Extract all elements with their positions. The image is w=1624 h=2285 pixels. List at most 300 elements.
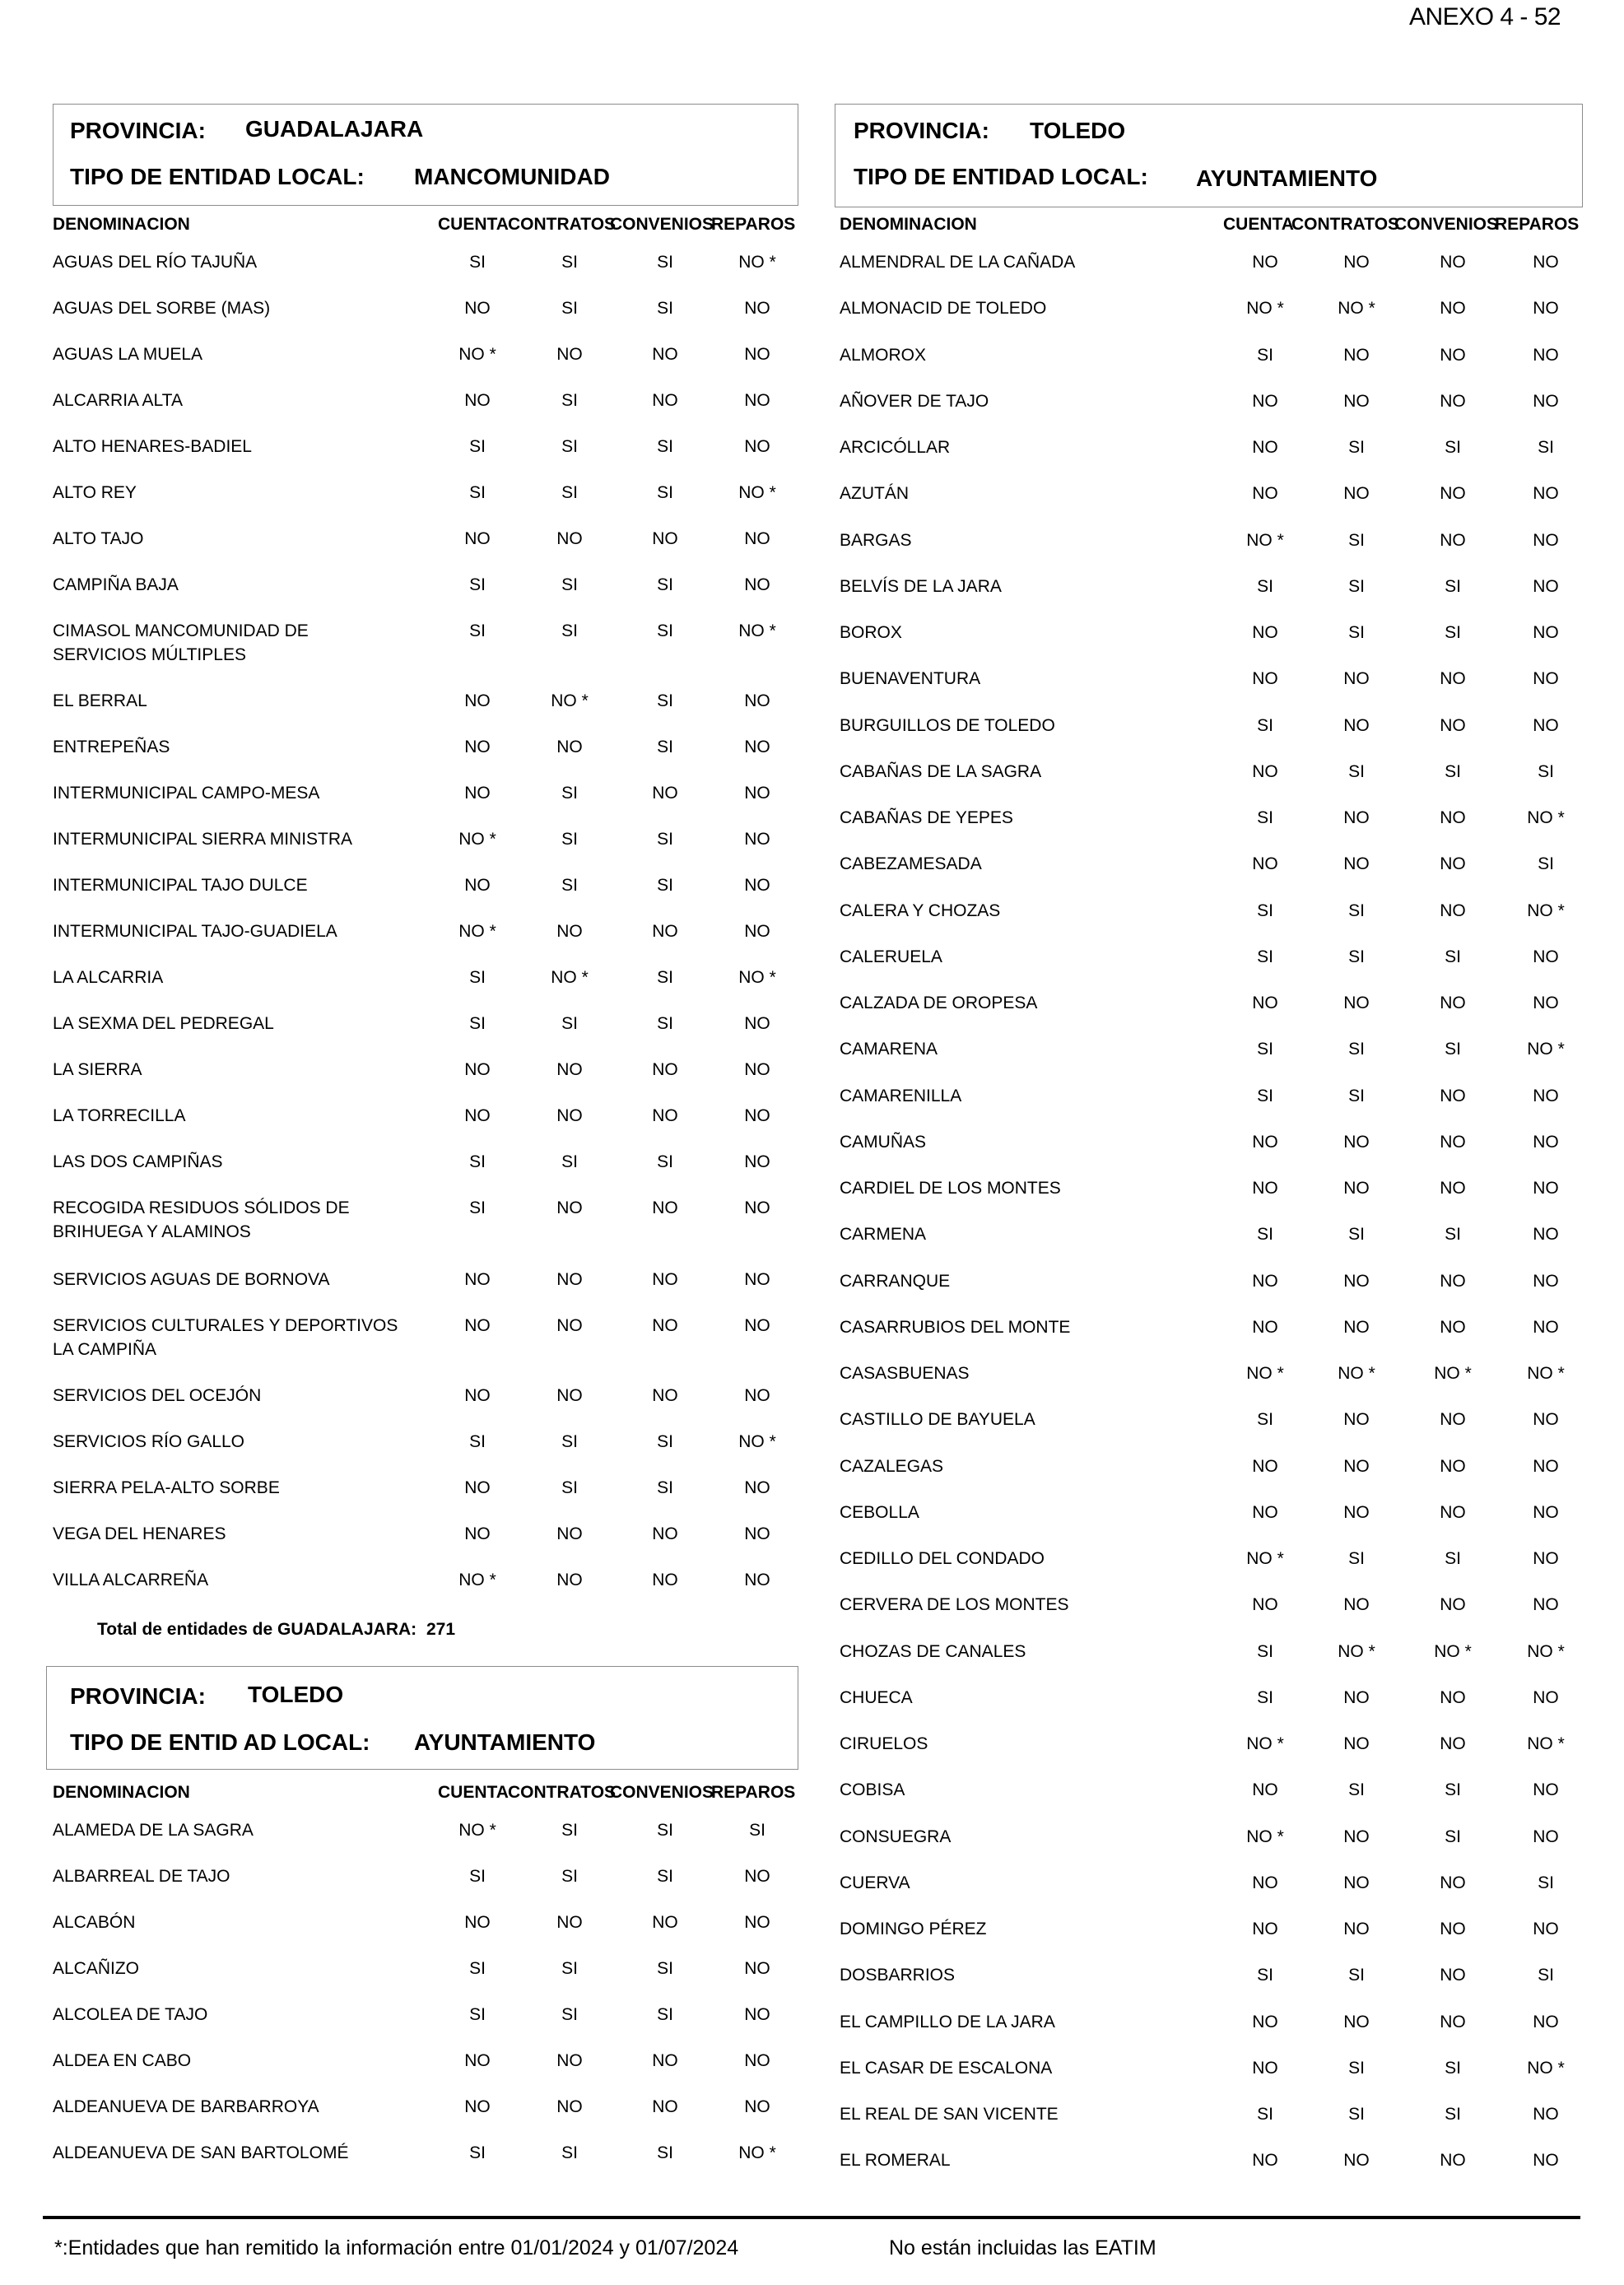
- cell-reparos: NO: [1533, 299, 1559, 318]
- cell-cuenta: NO *: [458, 922, 496, 941]
- cell-convenios: NO: [1440, 253, 1466, 272]
- entity-name: CUERVA: [840, 1873, 910, 1892]
- entity-name: ALCAÑIZO: [53, 1959, 140, 1978]
- cell-convenios: NO: [652, 1060, 678, 1079]
- cell-convenios: NO: [1440, 346, 1466, 365]
- entity-name: CABEZAMESADA: [840, 854, 982, 873]
- entity-name: CEBOLLA: [840, 1503, 919, 1522]
- tipo-entidad-label: TIPO DE ENTIDAD LOCAL:: [854, 164, 1148, 189]
- provincia-label: PROVINCIA:: [854, 118, 989, 143]
- cell-convenios: SI: [657, 1478, 673, 1497]
- cell-contratos: NO: [1343, 253, 1370, 272]
- cell-cuenta: SI: [1257, 1410, 1273, 1429]
- cell-reparos: NO: [1533, 1410, 1559, 1429]
- provincia-value: GUADALAJARA: [245, 116, 424, 142]
- cell-cuenta: NO: [1252, 392, 1278, 411]
- entity-name: ALDEANUEVA DE BARBARROYA: [53, 2097, 319, 2116]
- provincia-label: PROVINCIA:: [70, 118, 206, 143]
- cell-contratos: SI: [561, 2143, 578, 2162]
- cell-cuenta: SI: [469, 1432, 486, 1451]
- cell-contratos: SI: [561, 1432, 578, 1451]
- footer-note: *:Entidades que han remitido la información entre 01/01/2024 y 01/07/2024: [54, 2236, 739, 2259]
- cell-contratos: SI: [561, 876, 578, 895]
- cell-cuenta: NO: [1252, 1457, 1278, 1476]
- cell-contratos: SI: [561, 1014, 578, 1033]
- cell-contratos: NO: [1343, 484, 1370, 503]
- cell-convenios: NO: [1440, 901, 1466, 920]
- entity-name: BURGUILLOS DE TOLEDO: [840, 716, 1055, 735]
- entity-name: ALCARRIA ALTA: [53, 391, 183, 410]
- entity-name: LA SEXMA DEL PEDREGAL: [53, 1014, 274, 1033]
- cell-reparos: NO: [1533, 1272, 1559, 1291]
- cell-reparos: NO: [744, 1571, 770, 1589]
- cell-cuenta: SI: [469, 1198, 486, 1217]
- cell-convenios: SI: [1445, 1827, 1461, 1846]
- entity-name: CABAÑAS DE YEPES: [840, 808, 1013, 827]
- tipo-entidad-label: TIPO DE ENTID AD LOCAL:: [70, 1729, 370, 1755]
- column-header-contratos: CONTRATOS: [508, 215, 617, 234]
- section-header-box: [835, 104, 1583, 207]
- cell-cuenta: NO: [1252, 1780, 1278, 1799]
- cell-cuenta: NO: [1252, 2013, 1278, 2031]
- cell-convenios: NO: [652, 2097, 678, 2116]
- cell-convenios: NO *: [1434, 1364, 1472, 1383]
- cell-reparos: NO *: [1527, 808, 1565, 827]
- cell-convenios: NO: [1440, 484, 1466, 503]
- cell-cuenta: NO: [464, 1060, 491, 1079]
- cell-convenios: NO: [1440, 1873, 1466, 1892]
- cell-cuenta: NO: [1252, 669, 1278, 688]
- entity-name: SERVICIOS AGUAS DE BORNOVA: [53, 1270, 330, 1289]
- cell-contratos: SI: [561, 299, 578, 318]
- cell-reparos: NO: [1533, 484, 1559, 503]
- cell-reparos: SI: [1538, 762, 1554, 781]
- cell-convenios: SI: [657, 968, 673, 987]
- cell-convenios: SI: [657, 1014, 673, 1033]
- entity-name: INTERMUNICIPAL TAJO-GUADIELA: [53, 922, 337, 941]
- cell-reparos: NO: [744, 1014, 770, 1033]
- entity-name: RECOGIDA RESIDUOS SÓLIDOS DE BRIHUEGA Y ALAMINOS: [53, 1198, 350, 1241]
- cell-cuenta: NO: [1252, 1318, 1278, 1337]
- cell-convenios: NO: [1440, 1920, 1466, 1938]
- cell-reparos: NO *: [738, 483, 776, 502]
- cell-contratos: NO: [556, 1316, 583, 1335]
- cell-convenios: SI: [657, 2005, 673, 2024]
- entity-name: INTERMUNICIPAL TAJO DULCE: [53, 876, 308, 895]
- cell-cuenta: NO: [1252, 1503, 1278, 1522]
- cell-reparos: NO: [1533, 947, 1559, 966]
- cell-cuenta: NO: [464, 1316, 491, 1335]
- cell-reparos: NO: [1533, 531, 1559, 550]
- cell-reparos: NO: [1533, 1595, 1559, 1614]
- cell-contratos: NO: [556, 1524, 583, 1543]
- cell-cuenta: SI: [469, 1014, 486, 1033]
- cell-cuenta: SI: [1257, 577, 1273, 596]
- cell-contratos: NO: [1343, 1272, 1370, 1291]
- cell-reparos: NO: [744, 1316, 770, 1335]
- cell-reparos: NO: [744, 738, 770, 756]
- cell-cuenta: NO: [1252, 623, 1278, 642]
- cell-contratos: SI: [1348, 1780, 1365, 1799]
- tipo-entidad-value: AYUNTAMIENTO: [414, 1729, 596, 1755]
- cell-cuenta: NO *: [1246, 1549, 1284, 1568]
- cell-contratos: NO: [556, 1060, 583, 1079]
- cell-contratos: NO: [1343, 1318, 1370, 1337]
- cell-convenios: NO: [652, 1386, 678, 1405]
- cell-cuenta: NO *: [458, 1821, 496, 1840]
- cell-contratos: NO: [1343, 1410, 1370, 1429]
- cell-convenios: SI: [1445, 2059, 1461, 2078]
- entity-name: INTERMUNICIPAL SIERRA MINISTRA: [53, 830, 353, 849]
- cell-reparos: NO: [1533, 1688, 1559, 1707]
- cell-contratos: NO *: [1338, 299, 1375, 318]
- entity-name: CARMENA: [840, 1225, 927, 1244]
- entity-name: CAMPIÑA BAJA: [53, 575, 179, 594]
- cell-convenios: NO: [652, 922, 678, 941]
- total-value: 271: [426, 1620, 456, 1639]
- cell-cuenta: NO: [464, 391, 491, 410]
- entity-name: CHOZAS DE CANALES: [840, 1642, 1026, 1661]
- cell-convenios: SI: [1445, 1040, 1461, 1059]
- cell-convenios: NO: [1440, 1457, 1466, 1476]
- cell-cuenta: SI: [1257, 947, 1273, 966]
- cell-contratos: NO: [1343, 1920, 1370, 1938]
- cell-contratos: NO: [556, 1106, 583, 1125]
- cell-convenios: SI: [1445, 438, 1461, 457]
- cell-cuenta: SI: [1257, 716, 1273, 735]
- cell-reparos: NO: [744, 1386, 770, 1405]
- cell-contratos: NO: [1343, 1503, 1370, 1522]
- cell-reparos: NO: [1533, 1920, 1559, 1938]
- cell-cuenta: NO: [464, 2051, 491, 2070]
- cell-convenios: NO: [1440, 1734, 1466, 1753]
- cell-contratos: SI: [1348, 438, 1365, 457]
- cell-cuenta: SI: [1257, 901, 1273, 920]
- cell-cuenta: NO: [464, 738, 491, 756]
- cell-contratos: SI: [1348, 1225, 1365, 1244]
- cell-convenios: NO: [1440, 392, 1466, 411]
- entity-name: BUENAVENTURA: [840, 669, 981, 688]
- entity-name: CAMARENILLA: [840, 1087, 962, 1105]
- cell-cuenta: NO: [464, 2097, 491, 2116]
- column-header-convenios: CONVENIOS: [1394, 215, 1499, 234]
- cell-reparos: NO: [744, 1106, 770, 1125]
- entity-name: ALCOLEA DE TAJO: [53, 2005, 208, 2024]
- cell-cuenta: NO: [1252, 1272, 1278, 1291]
- cell-cuenta: NO: [1252, 484, 1278, 503]
- cell-convenios: NO: [1440, 1272, 1466, 1291]
- provincia-value: TOLEDO: [248, 1682, 344, 1707]
- entity-name: LA TORRECILLA: [53, 1106, 186, 1125]
- cell-cuenta: SI: [469, 483, 486, 502]
- cell-contratos: NO *: [1338, 1642, 1375, 1661]
- entity-name: ALTO HENARES-BADIEL: [53, 437, 252, 456]
- cell-reparos: SI: [1538, 1873, 1554, 1892]
- entity-name: ALAMEDA DE LA SAGRA: [53, 1821, 254, 1840]
- cell-convenios: SI: [657, 437, 673, 456]
- cell-convenios: SI: [657, 1152, 673, 1171]
- entity-name: EL CAMPILLO DE LA JARA: [840, 2013, 1055, 2031]
- cell-convenios: NO: [1440, 2151, 1466, 2170]
- page-number: ANEXO 4 - 52: [1409, 3, 1561, 30]
- cell-cuenta: NO *: [1246, 1364, 1284, 1383]
- cell-reparos: NO: [1533, 2105, 1559, 2124]
- cell-convenios: NO: [652, 2051, 678, 2070]
- cell-convenios: NO: [652, 1270, 678, 1289]
- cell-reparos: NO: [744, 345, 770, 364]
- cell-convenios: SI: [657, 253, 673, 272]
- cell-cuenta: NO: [1252, 854, 1278, 873]
- cell-cuenta: NO: [464, 1386, 491, 1405]
- entity-name: LA SIERRA: [53, 1060, 142, 1079]
- entity-name: COBISA: [840, 1780, 905, 1799]
- cell-cuenta: NO: [464, 1478, 491, 1497]
- cell-contratos: NO: [1343, 669, 1370, 688]
- entity-name: ARCICÓLLAR: [840, 438, 951, 457]
- entity-name: ALMONACID DE TOLEDO: [840, 299, 1047, 318]
- cell-cuenta: NO: [464, 876, 491, 895]
- cell-cuenta: SI: [1257, 1642, 1273, 1661]
- cell-cuenta: SI: [469, 575, 486, 594]
- footer-rule: [43, 2216, 1580, 2219]
- cell-reparos: NO: [744, 299, 770, 318]
- cell-contratos: NO: [1343, 1457, 1370, 1476]
- cell-contratos: SI: [1348, 2105, 1365, 2124]
- cell-reparos: NO: [744, 1959, 770, 1978]
- entity-name: ALTO TAJO: [53, 529, 144, 548]
- entity-name: LAS DOS CAMPIÑAS: [53, 1152, 223, 1171]
- cell-cuenta: NO *: [1246, 299, 1284, 318]
- cell-contratos: NO: [556, 738, 583, 756]
- entity-name: VILLA ALCARREÑA: [53, 1571, 209, 1589]
- entity-name: CIRUELOS: [840, 1734, 928, 1753]
- cell-contratos: NO: [1343, 1873, 1370, 1892]
- cell-contratos: NO: [556, 1386, 583, 1405]
- cell-convenios: SI: [657, 830, 673, 849]
- cell-contratos: NO: [1343, 2013, 1370, 2031]
- cell-cuenta: NO: [1252, 1179, 1278, 1198]
- cell-contratos: SI: [561, 2005, 578, 2024]
- cell-cuenta: NO: [1252, 2059, 1278, 2078]
- cell-convenios: SI: [657, 2143, 673, 2162]
- cell-contratos: SI: [1348, 531, 1365, 550]
- cell-contratos: NO: [556, 345, 583, 364]
- cell-reparos: NO: [744, 1270, 770, 1289]
- cell-reparos: SI: [749, 1821, 765, 1840]
- entity-name: BARGAS: [840, 531, 912, 550]
- cell-reparos: NO *: [738, 968, 776, 987]
- cell-reparos: NO: [1533, 1827, 1559, 1846]
- cell-contratos: NO: [1343, 1179, 1370, 1198]
- cell-convenios: NO: [1440, 1318, 1466, 1337]
- cell-contratos: NO: [556, 1913, 583, 1932]
- cell-contratos: NO: [556, 922, 583, 941]
- cell-contratos: SI: [561, 1959, 578, 1978]
- cell-convenios: SI: [657, 1821, 673, 1840]
- cell-reparos: NO: [1533, 1225, 1559, 1244]
- cell-cuenta: SI: [469, 253, 486, 272]
- cell-convenios: NO: [1440, 808, 1466, 827]
- cell-cuenta: SI: [469, 1152, 486, 1171]
- cell-convenios: SI: [657, 691, 673, 710]
- entity-name: ALDEA EN CABO: [53, 2051, 192, 2070]
- cell-contratos: NO: [1343, 1734, 1370, 1753]
- entity-name: EL REAL DE SAN VICENTE: [840, 2105, 1059, 2124]
- cell-cuenta: NO *: [458, 345, 496, 364]
- cell-cuenta: NO *: [1246, 1734, 1284, 1753]
- cell-reparos: NO: [1533, 716, 1559, 735]
- entity-name: AGUAS DEL RÍO TAJUÑA: [53, 253, 258, 272]
- cell-reparos: NO: [1533, 346, 1559, 365]
- cell-contratos: SI: [561, 784, 578, 803]
- cell-convenios: NO: [1440, 1179, 1466, 1198]
- cell-reparos: NO: [744, 1524, 770, 1543]
- cell-contratos: NO: [1343, 854, 1370, 873]
- cell-cuenta: SI: [469, 968, 486, 987]
- cell-contratos: NO *: [551, 968, 589, 987]
- cell-convenios: NO: [652, 784, 678, 803]
- cell-contratos: SI: [561, 830, 578, 849]
- cell-convenios: NO: [1440, 1688, 1466, 1707]
- cell-convenios: NO: [1440, 299, 1466, 318]
- cell-contratos: SI: [1348, 577, 1365, 596]
- cell-contratos: SI: [1348, 2059, 1365, 2078]
- tipo-entidad-value: AYUNTAMIENTO: [1196, 165, 1378, 191]
- cell-reparos: NO *: [738, 253, 776, 272]
- cell-cuenta: NO: [1252, 1920, 1278, 1938]
- entity-name: ALTO REY: [53, 483, 137, 502]
- cell-convenios: NO: [652, 1524, 678, 1543]
- cell-reparos: NO: [1533, 1457, 1559, 1476]
- provincia-label: PROVINCIA:: [70, 1683, 206, 1709]
- cell-convenios: SI: [1445, 762, 1461, 781]
- entity-name: DOMINGO PÉREZ: [840, 1920, 987, 1938]
- cell-reparos: SI: [1538, 1966, 1554, 1985]
- cell-reparos: NO: [744, 1913, 770, 1932]
- column-header-reparos: REPAROS: [1495, 215, 1580, 234]
- entity-name: ENTREPEÑAS: [53, 738, 170, 756]
- cell-convenios: SI: [657, 575, 673, 594]
- entity-name: LA ALCARRIA: [53, 968, 164, 987]
- entity-name: CERVERA DE LOS MONTES: [840, 1595, 1069, 1614]
- cell-convenios: SI: [657, 738, 673, 756]
- cell-reparos: NO: [1533, 392, 1559, 411]
- cell-convenios: NO *: [1434, 1642, 1472, 1661]
- column-header-reparos: REPAROS: [711, 1783, 796, 1802]
- entity-name: CASASBUENAS: [840, 1364, 970, 1383]
- cell-contratos: SI: [561, 1867, 578, 1886]
- cell-convenios: NO: [1440, 531, 1466, 550]
- entity-name: CAMARENA: [840, 1040, 938, 1059]
- entity-name: AGUAS DEL SORBE (MAS): [53, 299, 271, 318]
- cell-reparos: NO *: [1527, 1364, 1565, 1383]
- column-header-denominacion: DENOMINACION: [840, 215, 977, 234]
- cell-contratos: NO: [1343, 1827, 1370, 1846]
- cell-reparos: NO: [1533, 577, 1559, 596]
- entity-name: SERVICIOS RÍO GALLO: [53, 1432, 245, 1451]
- cell-convenios: NO: [1440, 669, 1466, 688]
- cell-reparos: NO: [744, 2051, 770, 2070]
- cell-cuenta: NO: [464, 1270, 491, 1289]
- column-header-convenios: CONVENIOS: [610, 215, 714, 234]
- total-label: Total de entidades de GUADALAJARA:: [97, 1620, 417, 1639]
- cell-reparos: NO: [744, 1152, 770, 1171]
- entity-name: AZUTÁN: [840, 484, 909, 503]
- cell-contratos: SI: [1348, 901, 1365, 920]
- cell-cuenta: SI: [469, 1959, 486, 1978]
- cell-reparos: NO: [744, 784, 770, 803]
- cell-reparos: NO: [1533, 1179, 1559, 1198]
- cell-convenios: SI: [657, 483, 673, 502]
- cell-cuenta: NO: [464, 299, 491, 318]
- cell-cuenta: NO: [464, 1913, 491, 1932]
- cell-contratos: SI: [1348, 947, 1365, 966]
- cell-reparos: NO *: [1527, 1040, 1565, 1059]
- cell-convenios: NO: [652, 529, 678, 548]
- cell-convenios: NO: [1440, 1410, 1466, 1429]
- entity-name: ALDEANUEVA DE SAN BARTOLOMÉ: [53, 2143, 349, 2162]
- cell-convenios: NO: [652, 1571, 678, 1589]
- cell-reparos: SI: [1538, 854, 1554, 873]
- column-header-reparos: REPAROS: [711, 215, 796, 234]
- cell-cuenta: NO *: [1246, 1827, 1284, 1846]
- column-header-contratos: CONTRATOS: [1291, 215, 1400, 234]
- cell-cuenta: SI: [469, 1867, 486, 1886]
- cell-cuenta: SI: [469, 437, 486, 456]
- cell-cuenta: NO *: [1246, 531, 1284, 550]
- cell-convenios: SI: [657, 876, 673, 895]
- cell-convenios: NO: [652, 1316, 678, 1335]
- cell-contratos: SI: [561, 391, 578, 410]
- cell-cuenta: NO: [1252, 1873, 1278, 1892]
- cell-contratos: NO: [1343, 392, 1370, 411]
- cell-convenios: NO: [1440, 1133, 1466, 1152]
- cell-convenios: SI: [657, 299, 673, 318]
- cell-contratos: NO: [556, 1571, 583, 1589]
- cell-cuenta: NO: [464, 784, 491, 803]
- cell-convenios: NO: [1440, 1966, 1466, 1985]
- cell-cuenta: SI: [1257, 1087, 1273, 1105]
- cell-reparos: NO: [744, 691, 770, 710]
- cell-cuenta: SI: [1257, 1040, 1273, 1059]
- cell-contratos: NO: [1343, 346, 1370, 365]
- cell-contratos: SI: [1348, 1966, 1365, 1985]
- cell-reparos: NO: [744, 575, 770, 594]
- cell-reparos: NO: [1533, 1087, 1559, 1105]
- cell-reparos: NO *: [1527, 1642, 1565, 1661]
- entity-name: CALERUELA: [840, 947, 942, 966]
- cell-cuenta: NO: [1252, 1133, 1278, 1152]
- cell-contratos: SI: [1348, 1040, 1365, 1059]
- cell-convenios: SI: [1445, 577, 1461, 596]
- cell-cuenta: NO: [1252, 2151, 1278, 2170]
- cell-convenios: SI: [1445, 2105, 1461, 2124]
- cell-cuenta: NO *: [458, 1571, 496, 1589]
- cell-contratos: NO *: [551, 691, 589, 710]
- cell-convenios: NO: [1440, 716, 1466, 735]
- cell-contratos: NO: [556, 1270, 583, 1289]
- cell-convenios: NO: [1440, 854, 1466, 873]
- cell-reparos: NO *: [1527, 1734, 1565, 1753]
- cell-reparos: NO: [1533, 2151, 1559, 2170]
- cell-cuenta: NO: [1252, 762, 1278, 781]
- cell-reparos: SI: [1538, 438, 1554, 457]
- column-header-cuenta: CUENTA: [1223, 215, 1294, 234]
- column-header-convenios: CONVENIOS: [610, 1783, 714, 1802]
- cell-cuenta: SI: [1257, 808, 1273, 827]
- entity-name: AÑOVER DE TAJO: [840, 392, 989, 411]
- entity-name: SIERRA PELA-ALTO SORBE: [53, 1478, 280, 1497]
